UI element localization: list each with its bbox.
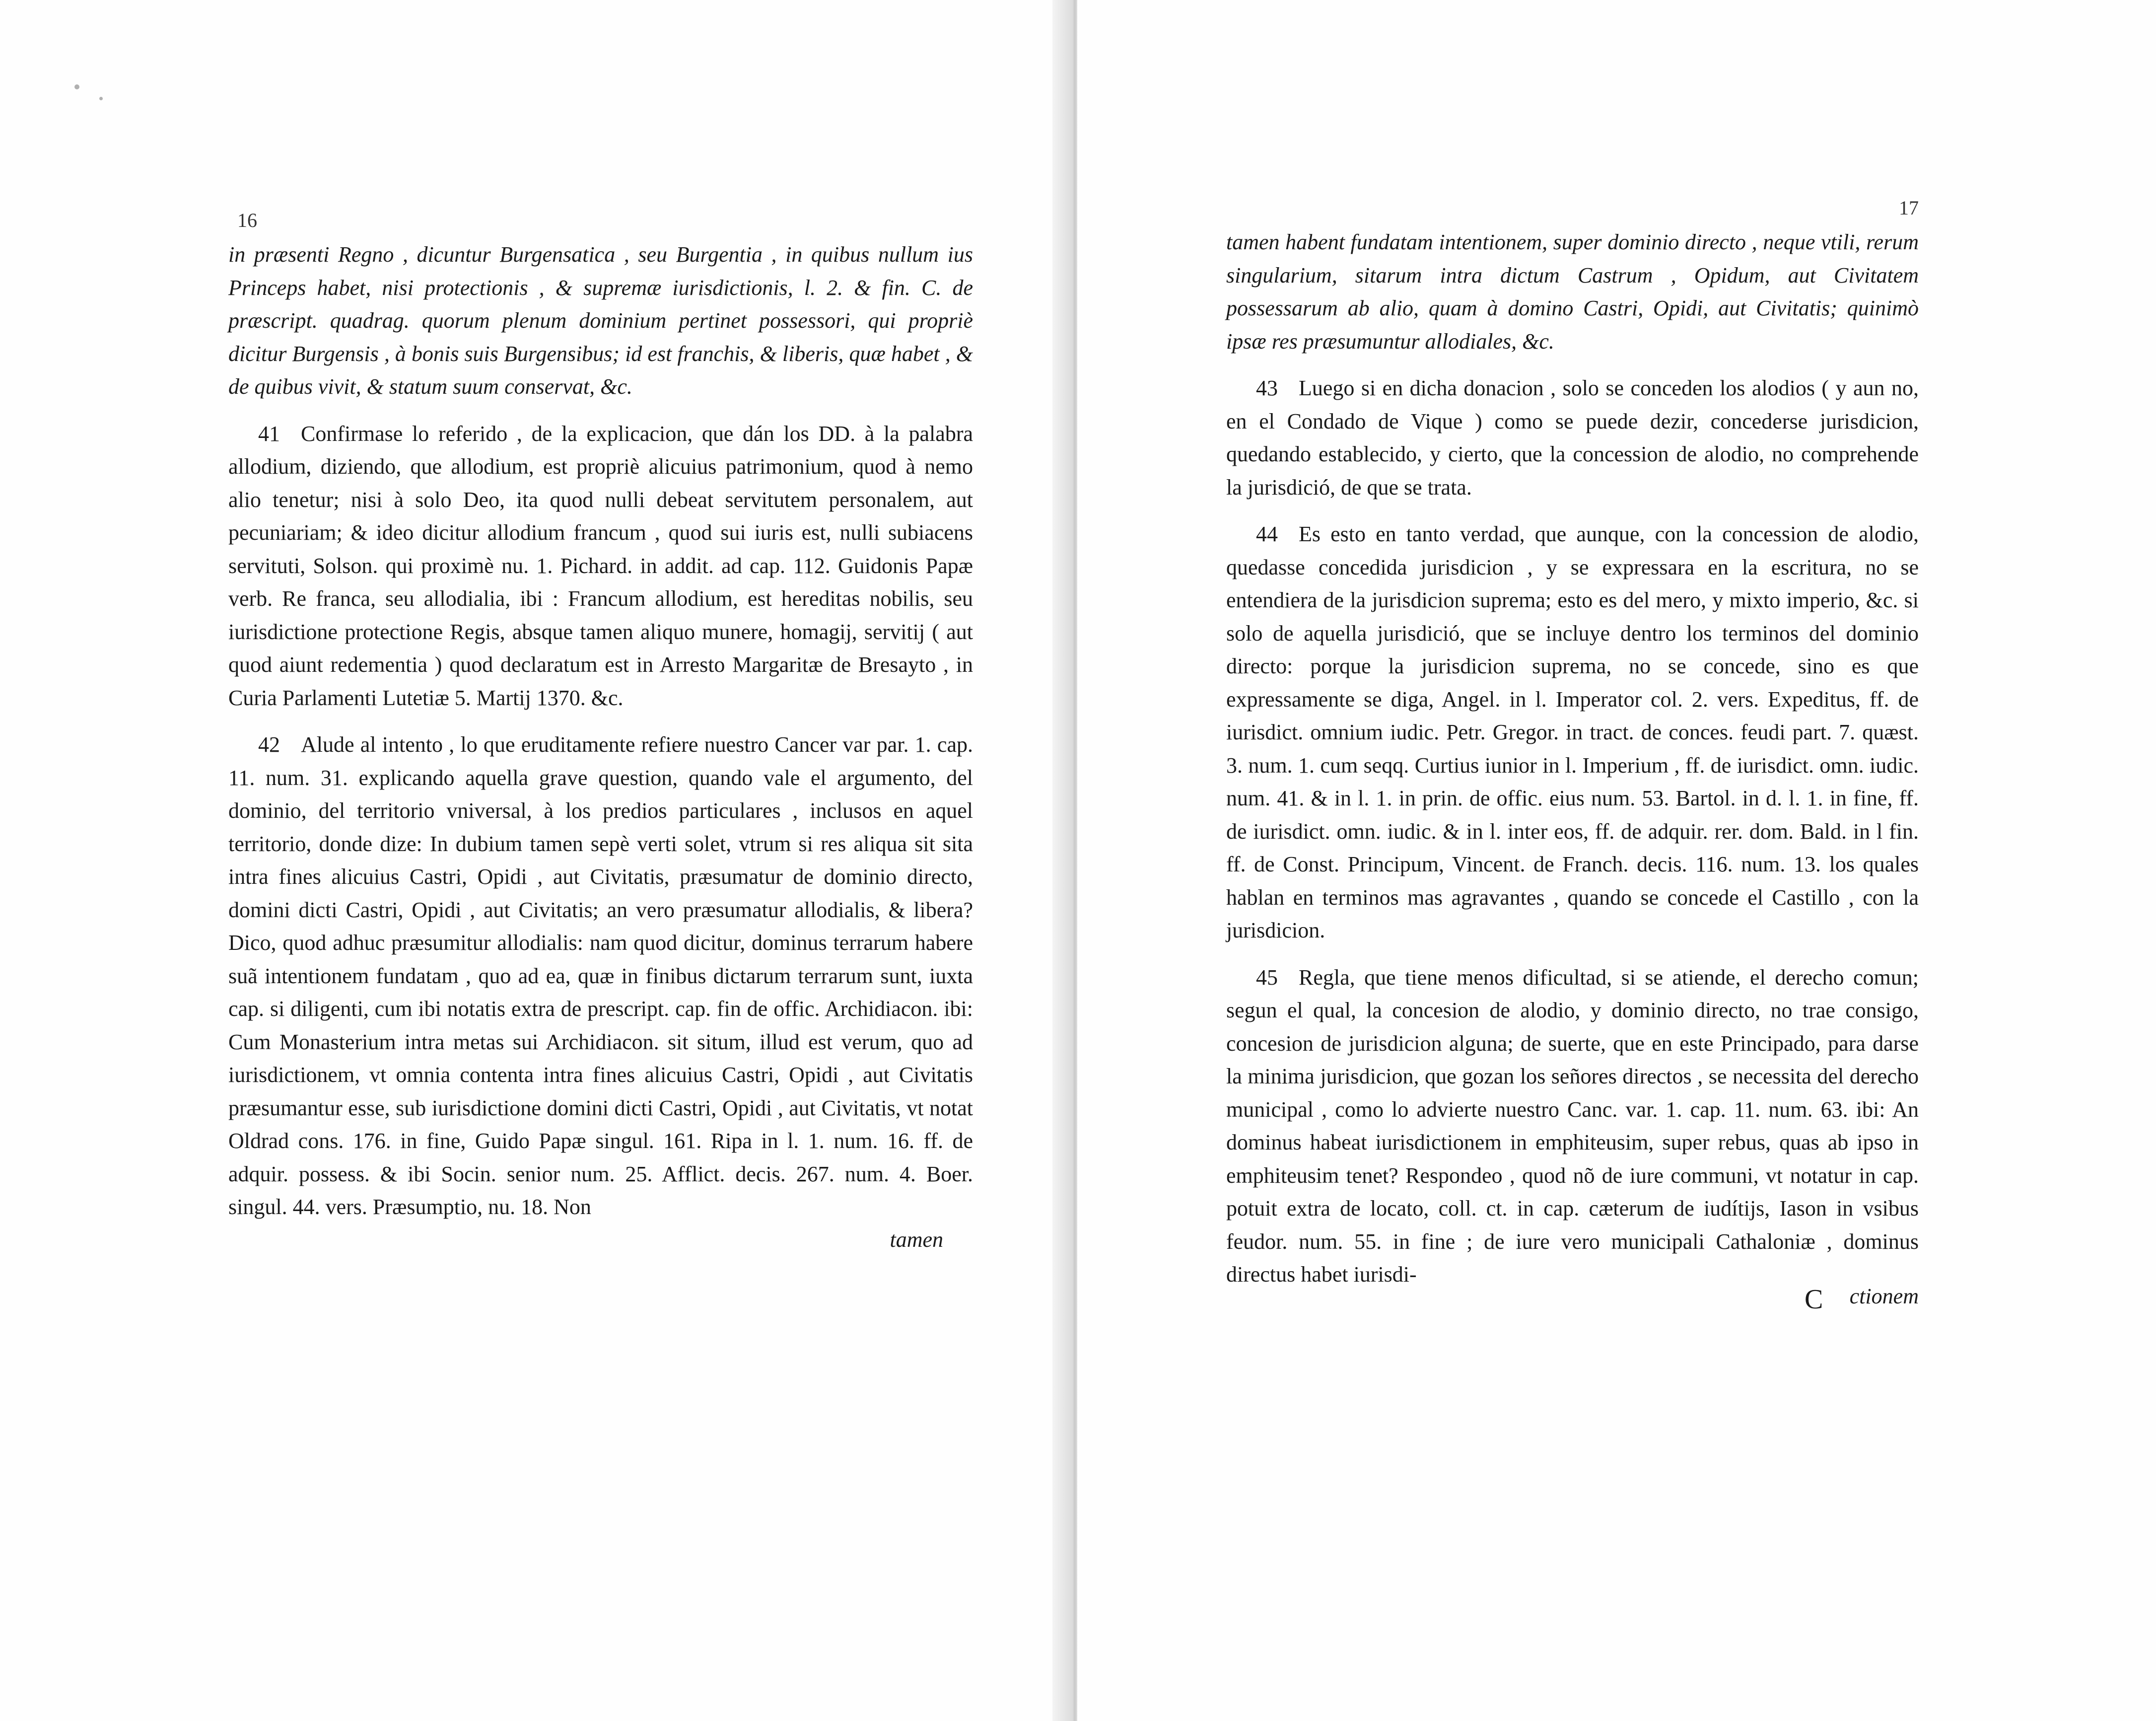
paragraph-text: Alude al intento , lo que eruditamente refiere nuestro Cancer var par. 1. cap. 11. num. 31. explicando aquella grave question, quando vale el argumento, del dominio, del territorio vniversal, à los predios particulares , inclusos en aquel territorio, donde dize: In dubium tamen sepè verti solet, vtrum si res aliqua sit sita intra fines alicuius Castri, Opidi , aut Civitatis, præsumatur de dominio directo, domini dicti Castri, Opidi , aut Civitatis; an vero præsumatur allodialis, & libera? Dico, quod adhuc præsumitur allodialis: nam quod dicitur, dominus terrarum habere suã intentionem fundatam , quo ad ea, quæ in finibus dictarum terrarum sunt, iuxta cap. si diligenti, cum ibi notatis extra de prescript. cap. fin de offic. Archidiacon. ibi: Cum Monasterium intra metas sui Archidiacon. sit situm, illud est verum, quo ad iurisdictionem, vt omnia contenta intra fines alicuius Castri, Opidi , aut Civitatis præsumantur esse, sub iurisdictione domini dicti Castri, Opidi , aut Civitatis, vt notat Oldrad cons. 176. in fine, Guido Papæ singul. 161. Ripa in l. 1. num. 16. ff. de adquir. possess. & ibi Socin. senior num. 25. Afflict. decis. 267. num. 4. Boer. singul. 44. vers. Præsumptio, nu. 18. Non xyxy=(228,732,973,1219)
paragraph-text: Es esto en tanto verdad, que aunque, con la concession de alodio, quedasse concedida jurisdicion , y se expressara en la escritura, no se entendiera de la jurisdicion suprema; esto es del mero, y mixto imperio, &c. si solo de aquella jurisdició, que se incluye dentro los terminos del dominio directo: porque la jurisdicion suprema, no se concede, sino es que expressamente se diga, Angel. in l. Imperator col. 2. vers. Expeditus, ff. de iurisdict. omnium iudic. Petr. Gregor. in tract. de conces. feudi part. 7. quæst. 3. num. 1. cum seqq. Curtius iunior in l. Imperium , ff. de iurisdict. omn. iudic. num. 41. & in l. 1. in prin. de offic. eius num. 53. Bartol. in d. l. 1. in fine, ff. de iurisdict. omn. iudic. & in l. inter eos, ff. de adquir. rer. dom. Bald. in l fin. ff. de Const. Principum, Vincent. de Franch. decis. 116. num. 13. los quales hablan en terminos mas agravantes , quando se concede el Castillo , con la jurisdicion. xyxy=(1226,522,1919,942)
left-paragraph-42 xyxy=(228,728,973,1252)
left-text-block xyxy=(228,209,973,1252)
left-catchword: tamen xyxy=(890,1227,943,1252)
paragraph-text: Regla, que tiene menos dificultad, si se atiende, el derecho comun; segun el qual, la concesion de alodio, y dominio directo, no trae consigo, concesion de jurisdicion alguna; de suerte, que en este Principado, para darse la minima jurisdicion, que gozan los señores directos , se necessita del derecho municipal , como lo advierte nuestro Canc. var. 1. cap. 11. num. 63. ibi: An dominus habeat iurisdictionem in emphiteusim, super rebus, quas ab ipso in emphiteusim tenet? Respondeo , quod nõ de iure communi, vt notatur in cap. potuit extra de locato, coll. ct. in cap. cæterum de iudítijs, Iason in vsibus feudor. num. 55. in fine ; de iure vero municipali Cathaloniæ , dominus directus habet iurisdi- xyxy=(1226,965,1919,1287)
left-paragraph-continuation xyxy=(228,238,973,404)
right-paragraph-44 xyxy=(1226,518,1919,947)
paragraph-number: 43 xyxy=(1256,376,1278,400)
paragraph-text: Confirmase lo referido , de la explicacion, que dán los DD. à la palabra allodium, diziendo, que allodium, est propriè alicuius patrimonium, quod à nemo alio tenetur; nisi à solo Deo, ita quod nulli debeat servitutem personalem, aut pecuniariam; & ideo dicitur allodium francum , quod sui iuris est, nulli subiacens servituti, Solson. qui proximè nu. 1. Pichard. in addit. ad cap. 112. Guidonis Papæ verb. Re franca, seu allodialia, ibi : Francum allodium, est hereditas nobilis, seu iurisdictione protectione Regis, absque tamen aliquo munere, homagij, servitij ( aut quod aiunt redementia ) quod declaratum est in Arresto Margaritæ de Bresayto , in Curia Parlamenti Lutetiæ 5. Martij 1370. &c. xyxy=(228,421,973,710)
left-page-number: 16 xyxy=(237,209,257,231)
paragraph-number: 45 xyxy=(1256,965,1278,990)
right-page-number: 17 xyxy=(1899,197,1919,219)
left-page xyxy=(0,0,1067,1721)
paragraph-number: 41 xyxy=(258,421,280,446)
paper-speck xyxy=(99,97,103,100)
right-paragraph-continuation xyxy=(1226,226,1919,358)
right-catchword: ctionem xyxy=(1849,1284,1919,1308)
paragraph-text: tamen habent fundatam intentionem, super dominio directo , neque vtili, rerum singularium, sitarum intra dictum Castrum , Opidum, aut Civitatem possessarum ab alio, quam à domino Castri, Opidi, aut Civitatis; quinimò ipsæ res præsumuntur allodiales, &c. xyxy=(1226,230,1919,354)
right-running-head xyxy=(1226,196,1919,226)
left-running-head xyxy=(228,209,973,238)
left-paragraph-41 xyxy=(228,418,973,715)
paragraph-text: in præsenti Regno , dicuntur Burgensatica , seu Burgentia , in quibus nullum ius Princeps habet, nisi protectionis , & supremæ iurisdictionis, l. 2. & fin. C. de præscript. quadrag. quorum plenum dominium pertinet possessori, qui propriè dicitur Burgensis , à bonis suis Burgensibus; id est franchis, & liberis, quæ habet , & de quibus vivit, & statum suum conservat, &c. xyxy=(228,242,973,399)
signature-mark: C xyxy=(1805,1284,1823,1315)
paper-speck xyxy=(74,84,79,89)
right-paragraph-45 xyxy=(1226,961,1919,1291)
right-paragraph-43 xyxy=(1226,372,1919,504)
paragraph-number: 42 xyxy=(258,732,280,757)
paragraph-number: 44 xyxy=(1256,522,1278,546)
right-text-block xyxy=(1226,196,1919,1315)
paragraph-text: Luego si en dicha donacion , solo se conceden los alodios ( y aun no, en el Condado de Vique ) como se puede dezir, concederse jurisdicion, quedando establecido, y cierto, que la concession de alodio, no comprehende la jurisdició, de que se trata. xyxy=(1226,376,1919,500)
